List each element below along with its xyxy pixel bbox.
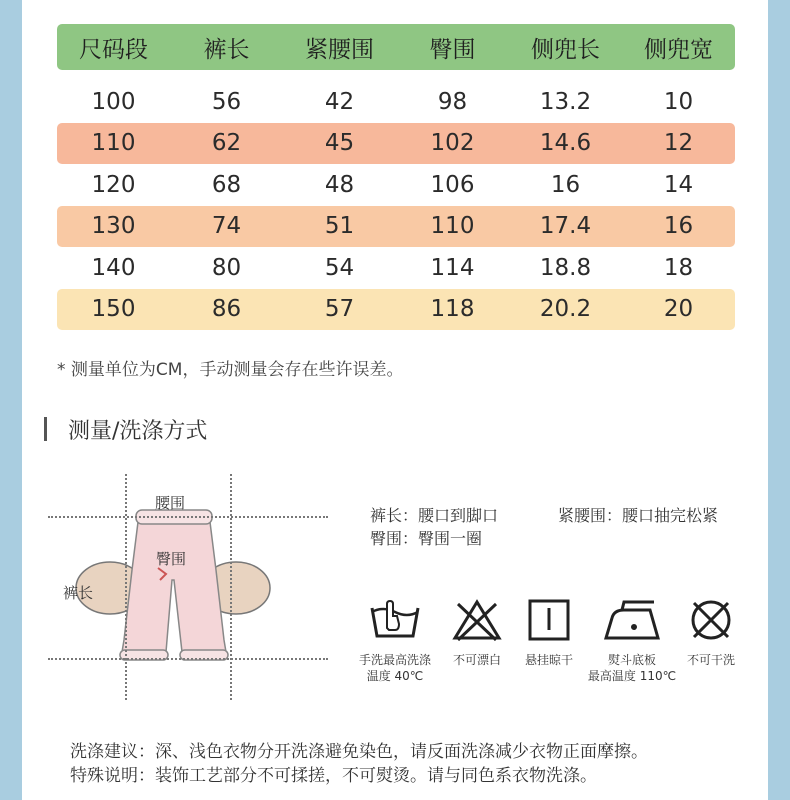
table-cell: 14.6 <box>539 130 592 157</box>
table-cell: 56 <box>211 88 242 115</box>
iron-icon <box>602 598 662 642</box>
care-label-line2: 温度 40℃ <box>366 669 424 683</box>
special-notes: 特殊说明：装饰工艺部分不可揉搓，不可熨烫。请与同色系衣物洗涤。 <box>70 766 597 786</box>
wash-tips: 洗涤建议：深、浅色衣物分开洗涤避免染色，请反面洗涤减少衣物正面摩擦。 <box>70 742 648 762</box>
measurement-diagram <box>48 470 338 700</box>
waist-guide-line <box>48 516 328 518</box>
table-cell: 62 <box>211 130 242 157</box>
table-cell: 16 <box>663 213 694 240</box>
waist-description: 紧腰围：腰口抽完松紧 <box>558 506 719 525</box>
table-row <box>57 164 735 206</box>
table-cell: 54 <box>324 254 355 281</box>
size-table-header <box>57 24 735 70</box>
header-cell: 侧兜宽 <box>644 36 713 63</box>
care-label-line2: 最高温度 110℃ <box>587 669 677 683</box>
care-hang-dry <box>516 598 582 668</box>
hem-guide-line <box>48 658 328 660</box>
table-cell: 20 <box>663 296 694 323</box>
table-cell: 74 <box>211 213 242 240</box>
hip-description: 臀围：臀围一圈 <box>370 529 483 548</box>
section-title: 测量/洗涤方式 <box>68 419 208 444</box>
header-cell: 尺码段 <box>79 36 148 63</box>
table-cell: 68 <box>211 171 242 198</box>
table-cell: 110 <box>430 213 475 240</box>
table-row <box>57 289 735 331</box>
table-row <box>57 206 735 248</box>
table-cell: 51 <box>324 213 355 240</box>
table-cell: 110 <box>91 130 136 157</box>
table-cell: 86 <box>211 296 242 323</box>
table-cell: 10 <box>663 88 694 115</box>
hip-label: 臀围 <box>156 550 187 568</box>
care-label: 不可干洗 <box>686 653 735 667</box>
care-iron <box>582 598 682 684</box>
length-label: 裤长 <box>63 584 94 602</box>
table-cell: 102 <box>430 130 475 157</box>
right-guide-line <box>230 474 232 700</box>
table-cell: 57 <box>324 296 355 323</box>
table-cell: 18.8 <box>539 254 592 281</box>
hang-dry-icon <box>527 598 571 642</box>
table-cell: 118 <box>430 296 475 323</box>
table-cell: 12 <box>663 130 694 157</box>
waist-label: 腰围 <box>155 494 186 512</box>
no-dry-clean-icon <box>689 598 733 642</box>
table-cell: 130 <box>91 213 136 240</box>
care-no-bleach <box>444 598 510 668</box>
care-label: 熨斗底板 <box>607 653 656 667</box>
table-cell: 45 <box>324 130 355 157</box>
table-cell: 150 <box>91 296 136 323</box>
header-cell: 臀围 <box>429 36 476 63</box>
care-no-dry-clean <box>680 598 742 668</box>
section-marker <box>44 417 47 441</box>
care-label: 不可漂白 <box>452 653 501 667</box>
left-guide-line <box>125 474 127 700</box>
header-cell: 紧腰围 <box>305 36 374 63</box>
care-hand-wash <box>352 598 438 684</box>
hand-wash-icon <box>369 598 421 642</box>
table-cell: 18 <box>663 254 694 281</box>
header-cell: 裤长 <box>203 36 250 63</box>
table-cell: 16 <box>550 171 581 198</box>
no-bleach-icon <box>452 598 502 642</box>
table-cell: 114 <box>430 254 475 281</box>
table-cell: 20.2 <box>539 296 592 323</box>
header-cell: 侧兜长 <box>531 36 600 63</box>
table-row <box>57 123 735 165</box>
table-cell: 80 <box>211 254 242 281</box>
table-cell: 98 <box>437 88 468 115</box>
table-cell: 106 <box>430 171 475 198</box>
length-description: 裤长：腰口到脚口 <box>370 506 499 525</box>
table-row <box>57 247 735 289</box>
table-cell: 13.2 <box>539 88 592 115</box>
table-cell: 48 <box>324 171 355 198</box>
table-cell: 120 <box>91 171 136 198</box>
product-detail-page <box>22 0 768 800</box>
table-cell: 140 <box>91 254 136 281</box>
care-label: 手洗最高洗涤 <box>358 653 431 667</box>
size-table <box>57 24 735 330</box>
table-cell: 14 <box>663 171 694 198</box>
table-cell: 100 <box>91 88 136 115</box>
table-cell: 17.4 <box>539 213 592 240</box>
care-label: 悬挂晾干 <box>524 653 573 667</box>
table-row <box>57 81 735 123</box>
table-cell: 42 <box>324 88 355 115</box>
measurement-note: * 测量单位为CM，手动测量会存在些许误差。 <box>57 360 404 380</box>
